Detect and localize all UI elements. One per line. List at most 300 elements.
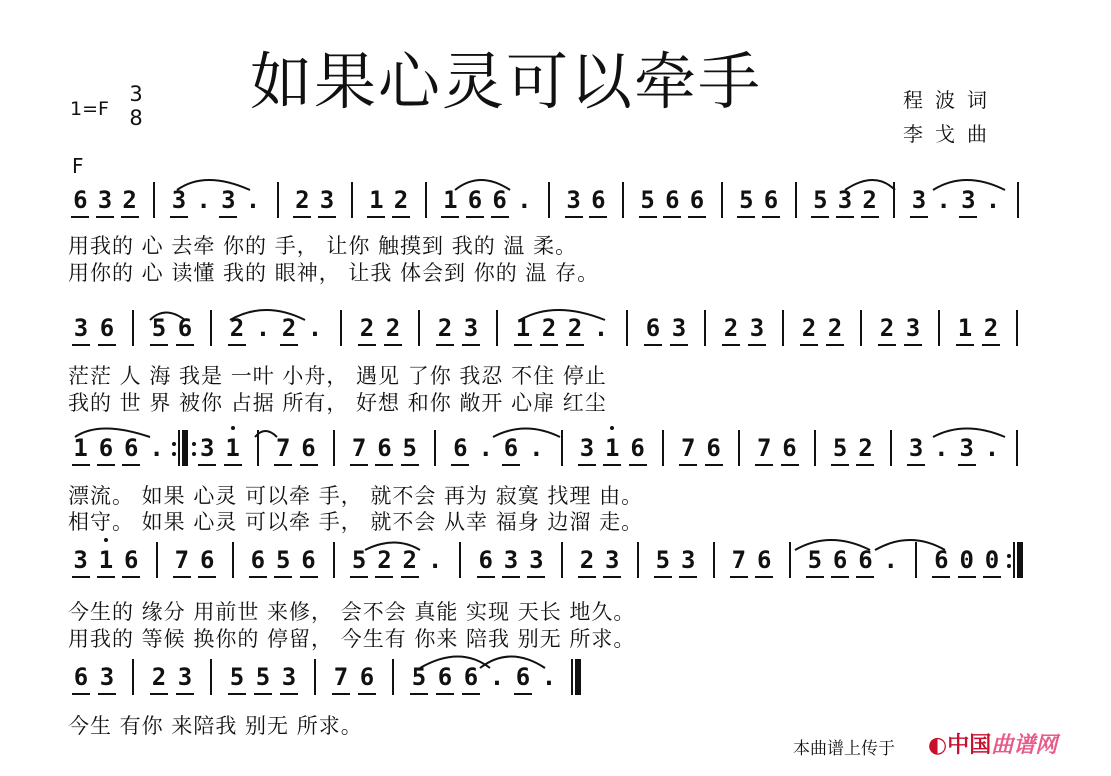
note: 2 [377, 546, 392, 574]
underline [228, 344, 246, 346]
underline [466, 216, 484, 218]
note: 3 [319, 186, 335, 214]
underline [384, 344, 402, 346]
note: 6 [478, 546, 493, 574]
underline [176, 693, 194, 695]
note: 5 [411, 663, 427, 691]
note: 5 [351, 546, 367, 574]
underline [462, 344, 480, 346]
underline [71, 216, 89, 218]
note: 3 [221, 186, 236, 214]
note: 3 [503, 546, 519, 574]
staff-row-5 [68, 657, 1030, 697]
underline [401, 576, 419, 578]
underline [72, 464, 90, 466]
note: 3 [200, 434, 215, 462]
lyric-line-4-verse-1: 今生的 缘分 用前世 来修， 会不会 真能 实现 天长 地久。 [68, 600, 636, 624]
high-octave-dot [104, 538, 108, 542]
time-signature-top: 3 [129, 82, 143, 106]
bar-line [1017, 182, 1019, 218]
bar-line [637, 542, 639, 578]
underline [367, 216, 385, 218]
underline [910, 216, 928, 218]
note: 6 [756, 546, 772, 574]
bar-line [178, 430, 180, 466]
repeat-dot [1007, 554, 1011, 558]
bar-line [210, 659, 212, 695]
underline [228, 693, 246, 695]
note: 6 [377, 434, 392, 462]
underline [98, 693, 116, 695]
underline [375, 464, 393, 466]
bar-line [156, 542, 158, 578]
underline [375, 576, 393, 578]
note: 1 [957, 314, 973, 342]
note: 6 [73, 663, 89, 691]
note: 5 [807, 546, 823, 574]
underline [806, 576, 824, 578]
note: 2 [229, 314, 245, 342]
note: 1 [73, 434, 88, 462]
note: 2 [122, 186, 137, 214]
note: 2 [862, 186, 877, 214]
bar-line [561, 430, 563, 466]
lyric-line-2-verse-1: 茫茫 人 海 我是 一叶 小舟， 遇见 了你 我忍 不住 停止 [68, 364, 607, 388]
underline [958, 464, 976, 466]
bar-line [814, 430, 816, 466]
bar-line [721, 182, 723, 218]
note: 1 [225, 434, 240, 462]
note: 3 [177, 663, 193, 691]
underline [654, 576, 672, 578]
lyricist-credit: 程波词 [903, 88, 999, 112]
note: 0 [984, 546, 1000, 574]
underline [679, 464, 697, 466]
underline [332, 693, 350, 695]
note: 6 [858, 546, 873, 574]
note: 2 [541, 314, 557, 342]
note: 6 [706, 434, 721, 462]
duration-dot: . [149, 434, 164, 462]
underline [904, 344, 922, 346]
underline [762, 216, 780, 218]
repeat-dot [1007, 564, 1011, 568]
note: 6 [689, 186, 705, 214]
note: 2 [827, 314, 843, 342]
bar-line [713, 542, 715, 578]
note: 5 [813, 186, 828, 214]
note: 2 [393, 186, 409, 214]
bar-line [333, 430, 335, 466]
underline [97, 576, 115, 578]
note: 2 [858, 434, 873, 462]
note: 2 [281, 314, 297, 342]
bar-line [153, 182, 155, 218]
note: 6 [463, 663, 479, 691]
underline [280, 344, 298, 346]
bar-line [789, 542, 791, 578]
note: 6 [177, 314, 193, 342]
underline [173, 576, 191, 578]
note: 6 [124, 434, 139, 462]
repeat-dot [172, 452, 176, 456]
bar-line [459, 542, 461, 578]
underline [72, 693, 90, 695]
time-signature-bottom: 8 [129, 106, 143, 130]
note: 3 [908, 434, 924, 462]
underline [811, 216, 829, 218]
underline [755, 576, 773, 578]
underline [96, 216, 114, 218]
note: 5 [739, 186, 754, 214]
duration-dot: . [529, 434, 544, 462]
note: 3 [961, 186, 976, 214]
underline [679, 576, 697, 578]
underline [274, 464, 292, 466]
note: 2 [437, 314, 453, 342]
note: 5 [255, 663, 271, 691]
underline [878, 344, 896, 346]
underline [176, 344, 194, 346]
note: 2 [983, 314, 999, 342]
note: 2 [567, 314, 583, 342]
bar-line [314, 659, 316, 695]
underline [150, 693, 168, 695]
underline [293, 216, 311, 218]
composer-credit: 李戈曲 [903, 122, 999, 146]
bar-line [392, 659, 394, 695]
duration-dot: . [934, 434, 949, 462]
underline [514, 693, 532, 695]
note: 3 [837, 186, 853, 214]
underline [603, 464, 621, 466]
note: 3 [73, 546, 88, 574]
lyric-line-5-verse-1: 今生 有你 来陪我 别无 所求。 [68, 714, 363, 738]
underline [603, 576, 621, 578]
note: 3 [73, 314, 89, 342]
note: 6 [98, 434, 114, 462]
duration-dot: . [985, 186, 1001, 214]
note: 6 [124, 546, 139, 574]
underline [566, 344, 584, 346]
bar-line [860, 310, 862, 346]
note: 3 [605, 546, 620, 574]
note: 3 [529, 546, 544, 574]
underline [565, 216, 583, 218]
underline [72, 344, 90, 346]
note: 3 [171, 186, 187, 214]
underline [410, 693, 428, 695]
duration-dot: . [196, 186, 211, 214]
note: 7 [174, 546, 190, 574]
underline [97, 464, 115, 466]
lyric-line-3-verse-2: 相守。 如果 心灵 可以牵 手， 就不会 从幸 福身 边溜 走。 [68, 510, 644, 534]
underline [856, 464, 874, 466]
underline [958, 576, 976, 578]
bar-line [425, 182, 427, 218]
footer-upload-note: 本曲谱上传于 [793, 739, 895, 759]
underline [502, 576, 520, 578]
note: 6 [665, 186, 680, 214]
underline [540, 344, 558, 346]
note: 3 [97, 186, 113, 214]
bar-line [434, 430, 436, 466]
note: 3 [463, 314, 479, 342]
underline [688, 216, 706, 218]
note: 6 [630, 434, 645, 462]
note: 6 [832, 546, 848, 574]
note: 6 [301, 434, 316, 462]
underline [224, 464, 242, 466]
note: 5 [832, 434, 848, 462]
note: 2 [579, 546, 595, 574]
underline [249, 576, 267, 578]
note: 5 [655, 546, 671, 574]
staff-row-3 [68, 428, 1030, 468]
underline [644, 344, 662, 346]
note: 3 [911, 186, 927, 214]
repeat-dot [192, 442, 196, 446]
underline [198, 576, 216, 578]
bar-line [704, 310, 706, 346]
note: 7 [731, 546, 747, 574]
bar-line [890, 430, 892, 466]
staff-row-1 [68, 180, 1030, 220]
note: 2 [801, 314, 817, 342]
note: 6 [200, 546, 215, 574]
underline [451, 464, 469, 466]
underline [274, 576, 292, 578]
underline [670, 344, 688, 346]
note: 3 [566, 186, 581, 214]
bar-line [351, 182, 353, 218]
bar-line [622, 182, 624, 218]
underline [527, 576, 545, 578]
underline [578, 576, 596, 578]
note: 6 [301, 546, 316, 574]
bar-line [938, 310, 940, 346]
underline [663, 216, 681, 218]
note: 1 [605, 434, 620, 462]
bar-line [1013, 542, 1015, 578]
bar-line [915, 542, 917, 578]
bar-line [277, 182, 279, 218]
note: 3 [671, 314, 687, 342]
underline [462, 693, 480, 695]
underline [350, 576, 368, 578]
underline [300, 464, 318, 466]
underline [254, 693, 272, 695]
underline [800, 344, 818, 346]
note: 3 [959, 434, 974, 462]
underline [578, 464, 596, 466]
underline [730, 576, 748, 578]
underline [737, 216, 755, 218]
chord-symbol: F [72, 154, 84, 178]
duration-dot: . [255, 314, 271, 342]
bar-line [1016, 310, 1018, 346]
underline [358, 344, 376, 346]
underline [722, 344, 740, 346]
repeat-dot [192, 452, 196, 456]
underline [441, 216, 459, 218]
underline [502, 464, 520, 466]
note: 3 [749, 314, 765, 342]
bar-line [571, 659, 573, 695]
underline [956, 344, 974, 346]
underline [831, 576, 849, 578]
note: 6 [763, 186, 779, 214]
staff-row-4 [68, 540, 1030, 580]
underline [170, 216, 188, 218]
duration-dot: . [245, 186, 261, 214]
underline [198, 464, 216, 466]
underline [836, 216, 854, 218]
note: 6 [437, 663, 453, 691]
duration-dot: . [541, 663, 557, 691]
underline [401, 464, 419, 466]
note: 2 [402, 546, 417, 574]
note: 2 [359, 314, 375, 342]
bar-line [561, 542, 563, 578]
note: 3 [281, 663, 297, 691]
underline [358, 693, 376, 695]
underline [705, 464, 723, 466]
bar-line [232, 542, 234, 578]
staff-row-2 [68, 308, 1030, 348]
underline [280, 693, 298, 695]
underline [982, 344, 1000, 346]
lyric-line-2-verse-2: 我的 世 界 被你 占据 所有， 好想 和你 敞开 心扉 红尘 [68, 391, 607, 415]
underline [861, 216, 879, 218]
bar-line [662, 430, 664, 466]
underline [639, 216, 657, 218]
underline [514, 344, 532, 346]
note: 3 [99, 663, 115, 691]
bar-line [893, 182, 895, 218]
duration-dot: . [517, 186, 532, 214]
bar-line [738, 430, 740, 466]
lyric-line-4-verse-2: 用我的 等候 换你的 停留， 今生有 你来 陪我 别无 所求。 [68, 627, 636, 651]
duration-dot: . [478, 434, 493, 462]
bar-line-thick [182, 430, 188, 466]
note: 1 [369, 186, 384, 214]
note: 6 [73, 186, 88, 214]
note: 2 [151, 663, 167, 691]
note: 3 [905, 314, 921, 342]
underline [150, 344, 168, 346]
underline [781, 464, 799, 466]
bar-line [1016, 430, 1018, 466]
note: 2 [879, 314, 895, 342]
underline [98, 344, 116, 346]
underline [831, 464, 849, 466]
underline [219, 216, 237, 218]
note: 6 [99, 314, 115, 342]
underline [983, 576, 1001, 578]
bar-line [132, 659, 134, 695]
underline [392, 216, 410, 218]
underline [436, 693, 454, 695]
bar-line-thick [1017, 542, 1023, 578]
time-signature [128, 82, 144, 130]
note: 5 [151, 314, 167, 342]
note: 7 [351, 434, 367, 462]
note: 7 [333, 663, 349, 691]
bar-line [626, 310, 628, 346]
underline [300, 576, 318, 578]
note: 1 [515, 314, 531, 342]
note: 1 [443, 186, 458, 214]
underline [755, 464, 773, 466]
note: 7 [681, 434, 696, 462]
song-title: 如果心灵可以牵手 [250, 45, 763, 118]
high-octave-dot [231, 426, 235, 430]
note: 3 [579, 434, 595, 462]
underline [856, 576, 874, 578]
note: 6 [503, 434, 519, 462]
duration-dot: . [883, 546, 898, 574]
underline [436, 344, 454, 346]
note: 6 [467, 186, 483, 214]
underline [491, 216, 509, 218]
duration-dot: . [593, 314, 609, 342]
logo-cn: 中国 [947, 733, 992, 758]
bar-line [210, 310, 212, 346]
underline [121, 216, 139, 218]
underline [122, 576, 140, 578]
underline [318, 216, 336, 218]
bar-line [548, 182, 550, 218]
note: 7 [275, 434, 291, 462]
note: 7 [756, 434, 772, 462]
lyric-line-1-verse-2: 用你的 心 读懂 我的 眼神， 让我 体会到 你的 温 存。 [68, 261, 600, 285]
underline [589, 216, 607, 218]
note: 6 [492, 186, 507, 214]
bar-line [496, 310, 498, 346]
underline [932, 576, 950, 578]
bar-line [132, 310, 134, 346]
note: 6 [591, 186, 606, 214]
duration-dot: . [307, 314, 323, 342]
note: 6 [645, 314, 661, 342]
site-logo[interactable] [928, 728, 1057, 759]
note: 5 [402, 434, 417, 462]
logo-site: 曲谱网 [991, 733, 1058, 758]
bar-line [340, 310, 342, 346]
note: 3 [681, 546, 696, 574]
underline [629, 464, 647, 466]
note: 1 [98, 546, 114, 574]
note: 6 [515, 663, 531, 691]
repeat-dot [172, 442, 176, 446]
note: 6 [250, 546, 266, 574]
note: 2 [295, 186, 310, 214]
logo-mark-icon: ◐ [928, 733, 948, 758]
lyric-line-3-verse-1: 漂流。 如果 心灵 可以牵 手， 就不会 再为 寂寞 找理 由。 [68, 484, 644, 508]
note: 2 [723, 314, 739, 342]
key-signature: 1=F [70, 98, 109, 120]
underline [477, 576, 495, 578]
note: 0 [959, 546, 974, 574]
note: 6 [782, 434, 797, 462]
bar-line [257, 430, 259, 466]
underline [959, 216, 977, 218]
duration-dot: . [984, 434, 1000, 462]
underline [72, 576, 90, 578]
note: 5 [640, 186, 655, 214]
bar-line-thick [575, 659, 581, 695]
